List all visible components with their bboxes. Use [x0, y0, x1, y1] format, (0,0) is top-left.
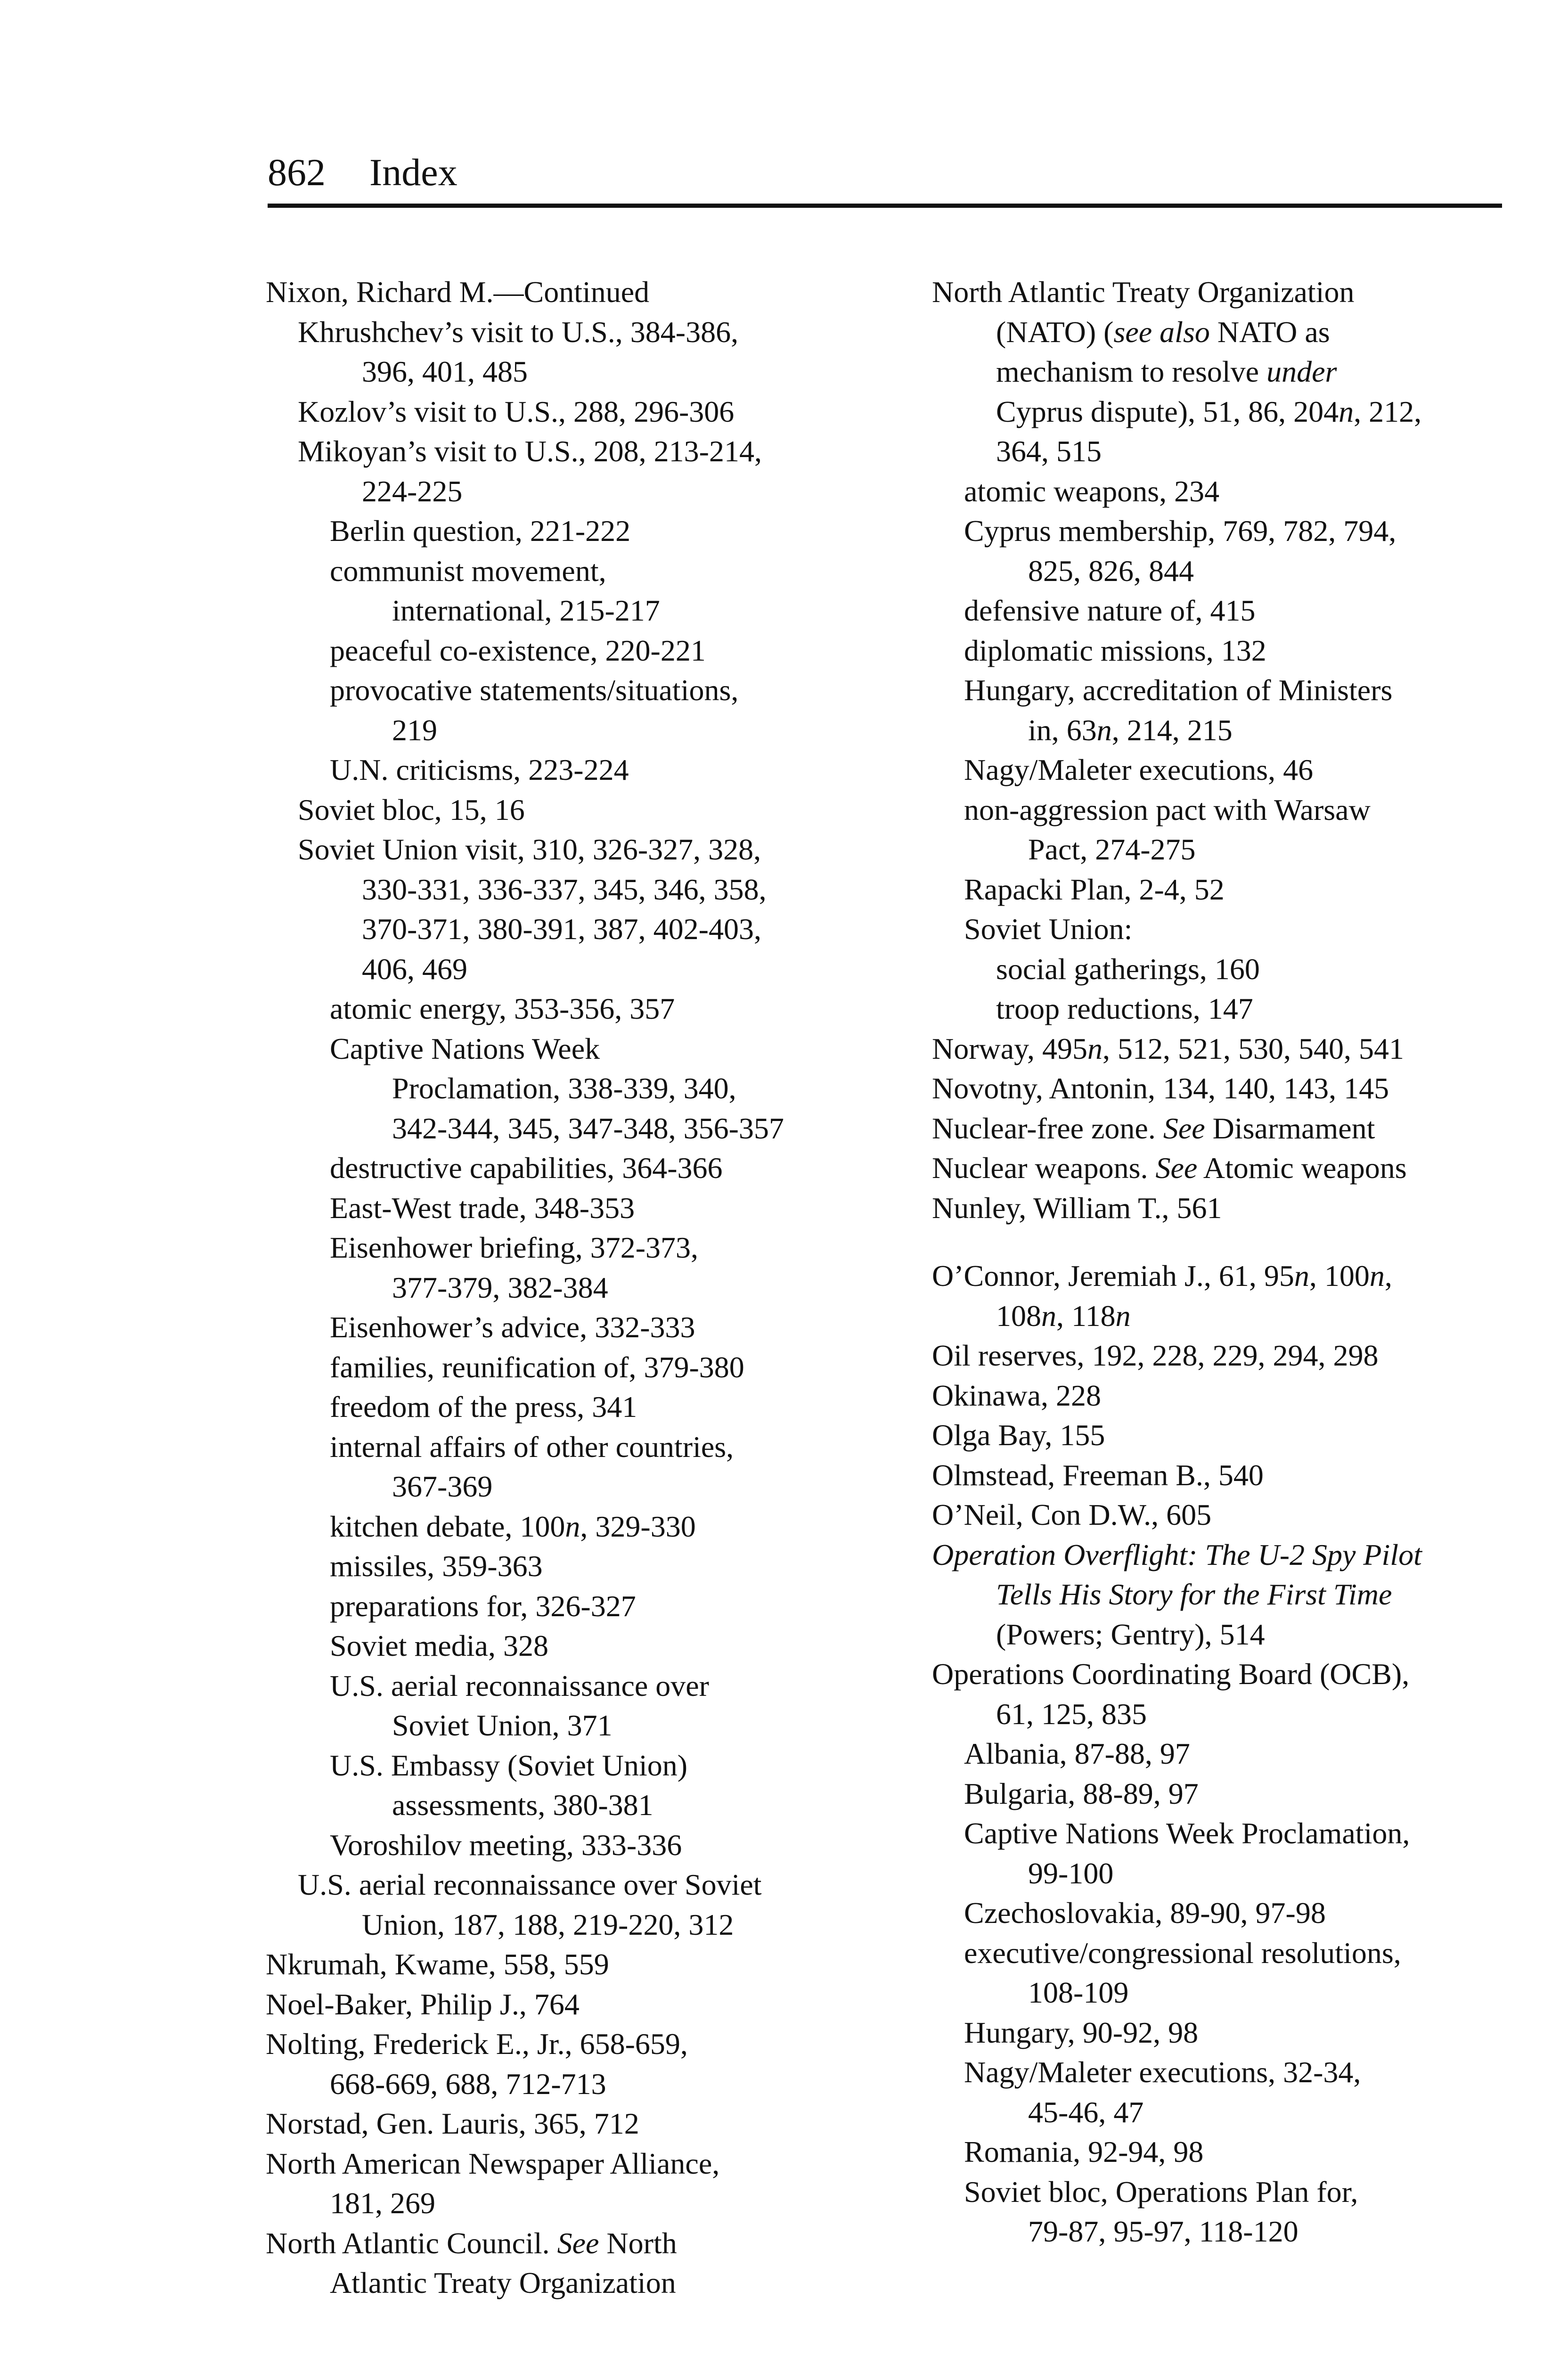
entry-text: internal affairs of other countries, — [330, 1430, 734, 1464]
index-entry-line — [266, 1785, 869, 1825]
index-entry-line — [266, 1985, 869, 2025]
entry-text: Kozlov’s visit to U.S., 288, 296-306 — [298, 394, 735, 428]
entry-gap — [932, 1228, 1521, 1256]
entry-text: Hungary, 90-92, 98 — [964, 2015, 1199, 2049]
entry-text: North Atlantic Council. — [266, 2226, 557, 2260]
entry-italic-text: See — [1155, 1151, 1198, 1185]
entry-text: in, 63 — [1028, 713, 1097, 747]
entry-text: North — [599, 2226, 677, 2260]
index-entry-line — [266, 2024, 869, 2064]
index-entry-line — [266, 1387, 869, 1427]
index-entry-line — [932, 989, 1521, 1029]
entry-text: Eisenhower’s advice, 332-333 — [330, 1310, 695, 1344]
entry-text: Hungary, accreditation of Ministers — [964, 673, 1393, 707]
index-entry-line — [266, 1507, 869, 1547]
entry-text: Nolting, Frederick E., Jr., 658-659, — [266, 2027, 688, 2061]
index-entry-line — [266, 830, 869, 870]
entry-text: Union, 187, 188, 219-220, 312 — [362, 1907, 734, 1941]
entry-text: international, 215-217 — [392, 594, 660, 627]
index-entry-line — [266, 1188, 869, 1228]
entry-text: (Powers; Gentry), 514 — [996, 1617, 1265, 1651]
index-entry-line — [266, 1825, 869, 1865]
index-entry-line — [932, 432, 1521, 472]
entry-text: U.S. aerial reconnaissance over — [330, 1669, 709, 1702]
index-entry-line — [932, 312, 1521, 352]
entry-text: , 118 — [1056, 1299, 1116, 1333]
entry-text: Soviet media, 328 — [330, 1629, 548, 1662]
index-entry-line — [266, 711, 869, 751]
index-entry-line — [932, 1029, 1521, 1069]
entry-text: 668-669, 688, 712-713 — [330, 2067, 606, 2101]
entry-text: Operations Coordinating Board (OCB), — [932, 1657, 1410, 1691]
entry-text: non-aggression pact with Warsaw — [964, 793, 1371, 826]
index-entry-line — [932, 711, 1521, 751]
entry-italic-text: Tells His Story for the First Time — [996, 1578, 1392, 1611]
index-entry-line — [266, 1945, 869, 1985]
index-entry-line — [266, 989, 869, 1029]
entry-text: , 329-330 — [580, 1509, 696, 1543]
index-entry-line — [932, 2093, 1521, 2133]
entry-text: NATO as — [1209, 315, 1330, 349]
index-entry-line — [932, 1854, 1521, 1894]
index-entry-line — [266, 631, 869, 671]
entry-text: 396, 401, 485 — [362, 355, 528, 388]
entry-italic-text: see also — [1113, 315, 1210, 349]
index-entry-line — [932, 1575, 1521, 1615]
entry-text: 181, 269 — [330, 2186, 435, 2220]
index-entry-line — [932, 671, 1521, 711]
page-header — [268, 149, 1502, 201]
index-entry-line — [932, 830, 1521, 870]
index-entry-line — [932, 2053, 1521, 2093]
index-entry-line — [266, 1587, 869, 1627]
entry-text: kitchen debate, 100 — [330, 1509, 565, 1543]
index-entry-line — [932, 1456, 1521, 1496]
entry-text: communist movement, — [330, 554, 606, 588]
entry-text: Nuclear weapons. — [932, 1151, 1156, 1185]
index-entry-line — [266, 1706, 869, 1746]
index-entry-line — [266, 949, 869, 990]
entry-text: executive/congressional resolutions, — [964, 1936, 1401, 1970]
entry-text: Atlantic Treaty Organization — [330, 2266, 676, 2299]
index-entry-line — [932, 949, 1521, 990]
index-entry-line — [932, 1774, 1521, 1814]
index-entry-line — [932, 2212, 1521, 2252]
index-entry-line — [932, 1535, 1521, 1575]
index-column-left — [266, 272, 869, 2303]
entry-text: Bulgaria, 88-89, 97 — [964, 1776, 1199, 1810]
entry-text: U.S. aerial reconnaissance over Soviet — [298, 1868, 762, 1901]
index-entry-line — [266, 472, 869, 512]
entry-text: O’Neil, Con D.W., 605 — [932, 1498, 1212, 1531]
entry-text: 825, 826, 844 — [1028, 554, 1194, 588]
index-entry-line — [932, 909, 1521, 949]
entry-text: (NATO) ( — [996, 315, 1114, 349]
index-entry-line — [932, 870, 1521, 910]
entry-text: troop reductions, 147 — [996, 992, 1253, 1025]
entry-text: 377-379, 382-384 — [392, 1270, 608, 1304]
entry-text: U.N. criticisms, 223-224 — [330, 753, 629, 786]
entry-text: Soviet Union visit, 310, 326-327, 328, — [298, 833, 761, 866]
index-entry-line — [266, 671, 869, 711]
entry-text: Mikoyan’s visit to U.S., 208, 213-214, — [298, 434, 762, 468]
entry-text: Norstad, Gen. Lauris, 365, 712 — [266, 2107, 639, 2140]
entry-text: Oil reserves, 192, 228, 229, 294, 298 — [932, 1339, 1379, 1372]
index-entry-line — [266, 1069, 869, 1109]
entry-text: Nkrumah, Kwame, 558, 559 — [266, 1947, 609, 1981]
entry-text: , — [1384, 1259, 1392, 1293]
index-entry-line — [266, 1268, 869, 1308]
index-entry-line — [932, 1069, 1521, 1109]
entry-text: atomic weapons, 234 — [964, 474, 1220, 508]
entry-text: 367-369 — [392, 1470, 493, 1503]
entry-text: East-West trade, 348-353 — [330, 1191, 635, 1225]
entry-text: O’Connor, Jeremiah J., 61, 95 — [932, 1259, 1294, 1293]
index-entry-line — [932, 1734, 1521, 1774]
entry-italic-text: n — [1294, 1259, 1309, 1293]
entry-text: Nuclear-free zone. — [932, 1111, 1163, 1145]
entry-text: Romania, 92-94, 98 — [964, 2135, 1204, 2168]
entry-italic-text: n — [1087, 1031, 1102, 1065]
index-entry-line — [932, 1615, 1521, 1655]
entry-text: Captive Nations Week Proclamation, — [964, 1816, 1410, 1850]
entry-italic-text: n — [565, 1509, 580, 1543]
index-entry-line — [932, 1109, 1521, 1149]
entry-text: 99-100 — [1028, 1856, 1114, 1890]
entry-text: Atomic weapons — [1197, 1151, 1407, 1185]
entry-text: 108-109 — [1028, 1976, 1129, 2009]
entry-text: Captive Nations Week — [330, 1031, 600, 1065]
entry-text: , 212, — [1354, 394, 1422, 428]
entry-text: U.S. Embassy (Soviet Union) — [330, 1748, 688, 1782]
entry-text: Soviet bloc, 15, 16 — [298, 793, 525, 826]
entry-text: 342-344, 345, 347-348, 356-357 — [392, 1111, 784, 1145]
entry-text: 45-46, 47 — [1028, 2095, 1144, 2129]
index-entry-line — [932, 1296, 1521, 1336]
index-entry-line — [932, 2013, 1521, 2053]
entry-text: Nixon, Richard M.—Continued — [266, 275, 650, 309]
index-entry-line — [266, 790, 869, 830]
index-entry-line — [932, 392, 1521, 432]
entry-text: Noel-Baker, Philip J., 764 — [266, 1987, 580, 2021]
entry-italic-text: n — [1041, 1299, 1056, 1333]
index-entry-line — [932, 1376, 1521, 1416]
entry-text: Okinawa, 228 — [932, 1378, 1102, 1412]
index-entry-line — [932, 1148, 1521, 1188]
header-rule — [268, 204, 1502, 208]
index-entry-line — [932, 1893, 1521, 1933]
entry-text: North Atlantic Treaty Organization — [932, 275, 1355, 309]
entry-text: peaceful co-existence, 220-221 — [330, 633, 706, 667]
entry-italic-text: Operation Overflight: The U-2 Spy Pilot — [932, 1538, 1422, 1571]
entry-text: Cyprus dispute), 51, 86, 204 — [996, 394, 1339, 428]
entry-text: North American Newspaper Alliance, — [266, 2146, 720, 2180]
entry-text: , 512, 521, 530, 540, 541 — [1102, 1031, 1404, 1065]
index-entry-line — [932, 1336, 1521, 1376]
entry-text: Pact, 274-275 — [1028, 833, 1196, 866]
index-entry-line — [266, 1148, 869, 1188]
entry-text: Novotny, Antonin, 134, 140, 143, 145 — [932, 1072, 1389, 1105]
index-entry-line — [266, 1467, 869, 1507]
entry-text: Disarmament — [1205, 1111, 1375, 1145]
entry-text: 364, 515 — [996, 434, 1102, 468]
entry-italic-text: n — [1339, 394, 1354, 428]
entry-italic-text: See — [1163, 1111, 1205, 1145]
entry-text: preparations for, 326-327 — [330, 1589, 636, 1623]
index-entry-line — [266, 1348, 869, 1388]
entry-text: Proclamation, 338-339, 340, — [392, 1072, 736, 1105]
entry-text: freedom of the press, 341 — [330, 1390, 637, 1423]
entry-text: 370-371, 380-391, 387, 402-403, — [362, 912, 761, 946]
index-column-right — [932, 272, 1521, 2252]
index-entry-line — [932, 750, 1521, 790]
entry-text: Rapacki Plan, 2-4, 52 — [964, 872, 1225, 906]
index-entry-line — [266, 909, 869, 949]
index-entry-line — [266, 591, 869, 631]
entry-text: Eisenhower briefing, 372-373, — [330, 1231, 699, 1264]
entry-text: Khrushchev’s visit to U.S., 384-386, — [298, 315, 739, 349]
index-entry-line — [266, 1308, 869, 1348]
entry-text: atomic energy, 353-356, 357 — [330, 992, 675, 1025]
index-entry-line — [266, 272, 869, 312]
index-entry-line — [932, 1188, 1521, 1228]
page-title: Index — [369, 151, 457, 194]
index-entry-line — [266, 1865, 869, 1905]
index-entry-line — [932, 472, 1521, 512]
entry-text: provocative statements/situations, — [330, 673, 739, 707]
entry-text: 108 — [996, 1299, 1041, 1333]
index-entry-line — [932, 1933, 1521, 1973]
index-entry-line — [266, 750, 869, 790]
index-entry-line — [266, 392, 869, 432]
entry-text: Nagy/Maleter executions, 46 — [964, 753, 1314, 786]
index-entry-line — [266, 1746, 869, 1786]
entry-text: mechanism to resolve — [996, 355, 1267, 388]
index-entry-line — [932, 1654, 1521, 1694]
index-entry-line — [266, 432, 869, 472]
index-entry-line — [932, 511, 1521, 551]
index-entry-line — [266, 2144, 869, 2184]
index-entry-line — [266, 551, 869, 591]
index-entry-line — [266, 511, 869, 551]
entry-text: Cyprus membership, 769, 782, 794, — [964, 514, 1396, 548]
entry-text: 330-331, 336-337, 345, 346, 358, — [362, 872, 767, 906]
index-entry-line — [932, 1973, 1521, 2013]
entry-text: Soviet Union, 371 — [392, 1709, 612, 1742]
entry-text: , 100 — [1309, 1259, 1370, 1293]
entry-text: missiles, 359-363 — [330, 1549, 543, 1583]
entry-italic-text: n — [1115, 1299, 1131, 1333]
index-entry-line — [266, 1109, 869, 1149]
index-entry-line — [932, 1256, 1521, 1296]
entry-text: Soviet bloc, Operations Plan for, — [964, 2175, 1358, 2209]
index-entry-line — [266, 2224, 869, 2264]
index-entry-line — [932, 631, 1521, 671]
entry-text: Czechoslovakia, 89-90, 97-98 — [964, 1896, 1326, 1930]
index-entry-line — [932, 1694, 1521, 1734]
entry-italic-text: n — [1369, 1259, 1385, 1293]
index-entry-line — [266, 1228, 869, 1268]
index-entry-line — [266, 2064, 869, 2104]
index-entry-line — [932, 272, 1521, 312]
index-entry-line — [932, 1814, 1521, 1854]
entry-text: Soviet Union: — [964, 912, 1133, 946]
entry-text: Albania, 87-88, 97 — [964, 1737, 1190, 1770]
entry-text: Norway, 495 — [932, 1031, 1087, 1065]
index-entry-line — [266, 870, 869, 910]
index-entry-line — [266, 352, 869, 392]
index-entry-line — [266, 2263, 869, 2303]
entry-text: assessments, 380-381 — [392, 1788, 653, 1822]
index-entry-line — [932, 1415, 1521, 1456]
entry-text: Olga Bay, 155 — [932, 1418, 1105, 1452]
index-entry-line — [266, 1666, 869, 1706]
index-entry-line — [932, 790, 1521, 830]
entry-italic-text: See — [557, 2226, 599, 2260]
index-entry-line — [266, 1546, 869, 1587]
index-entry-line — [932, 551, 1521, 591]
index-entry-line — [266, 1905, 869, 1945]
entry-text: 224-225 — [362, 474, 463, 508]
entry-text: Berlin question, 221-222 — [330, 514, 631, 548]
entry-text: 406, 469 — [362, 952, 467, 986]
entry-text: destructive capabilities, 364-366 — [330, 1151, 723, 1185]
entry-text: Nagy/Maleter executions, 32-34, — [964, 2055, 1361, 2089]
entry-text: Olmstead, Freeman B., 540 — [932, 1458, 1264, 1492]
index-entry-line — [266, 2104, 869, 2144]
index-entry-line — [266, 2184, 869, 2224]
index-entry-line — [932, 2132, 1521, 2172]
index-entry-line — [932, 591, 1521, 631]
entry-text: defensive nature of, 415 — [964, 594, 1256, 627]
index-entry-line — [266, 312, 869, 352]
entry-text: families, reunification of, 379-380 — [330, 1350, 744, 1384]
entry-text: 219 — [392, 713, 437, 747]
index-entry-line — [266, 1626, 869, 1666]
index-entry-line — [932, 1495, 1521, 1535]
index-entry-line — [932, 2172, 1521, 2212]
entry-text: social gatherings, 160 — [996, 952, 1260, 986]
entry-text: 61, 125, 835 — [996, 1697, 1147, 1731]
page-number: 862 — [268, 151, 326, 194]
index-entry-line — [932, 352, 1521, 392]
entry-text: , 214, 215 — [1111, 713, 1233, 747]
entry-text: Nunley, William T., 561 — [932, 1191, 1222, 1225]
entry-text: Voroshilov meeting, 333-336 — [330, 1828, 682, 1862]
index-entry-line — [266, 1029, 869, 1069]
entry-text: 79-87, 95-97, 118-120 — [1028, 2215, 1298, 2248]
entry-italic-text: n — [1096, 713, 1112, 747]
entry-text: diplomatic missions, 132 — [964, 633, 1266, 667]
index-entry-line — [266, 1427, 869, 1467]
entry-italic-text: under — [1266, 355, 1337, 388]
